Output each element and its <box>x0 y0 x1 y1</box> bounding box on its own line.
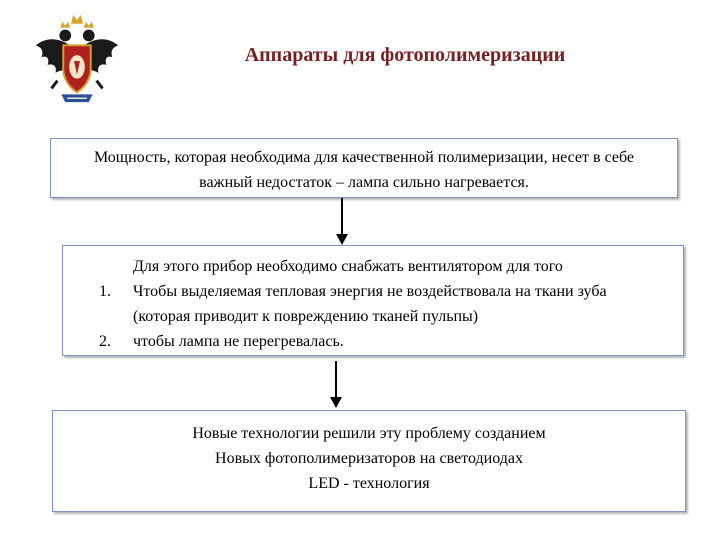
list-item-text: Чтобы выделяемая тепловая энергия не воздействовала на ткани зуба <box>133 283 607 300</box>
page-title: Аппараты для фотополимеризации <box>244 44 566 66</box>
solution-intro-row <box>63 254 683 279</box>
technology-line-2: Новых фотополимеризаторов на светодиодах <box>215 450 523 467</box>
list-item <box>63 279 683 304</box>
down-arrow-icon <box>334 198 350 246</box>
problem-line-2: важный недостаток – лампа сильно нагревается. <box>199 174 529 191</box>
problem-line-1: Мощность, которая необходима для качественной полимеризации, несет в себе <box>93 149 635 166</box>
list-item-number: 2. <box>99 333 111 350</box>
technology-line-1: Новые технологии решили эту проблему созданием <box>192 425 546 442</box>
solution-box <box>62 245 684 356</box>
down-arrow-icon <box>328 361 344 409</box>
double-headed-eagle-emblem-icon <box>28 12 126 110</box>
solution-intro: Для этого прибор необходимо снабжать вентилятором для того <box>133 258 563 275</box>
list-item <box>63 329 683 354</box>
list-item-text: чтобы лампа не перегревалась. <box>133 333 344 350</box>
list-item-text: (которая приводит к повреждению тканей пульпы) <box>133 308 479 325</box>
technology-box <box>52 410 686 512</box>
list-item-number: 1. <box>99 283 111 300</box>
list-item <box>63 304 683 329</box>
technology-line-3: LED - технология <box>308 475 430 492</box>
problem-box <box>50 138 678 198</box>
